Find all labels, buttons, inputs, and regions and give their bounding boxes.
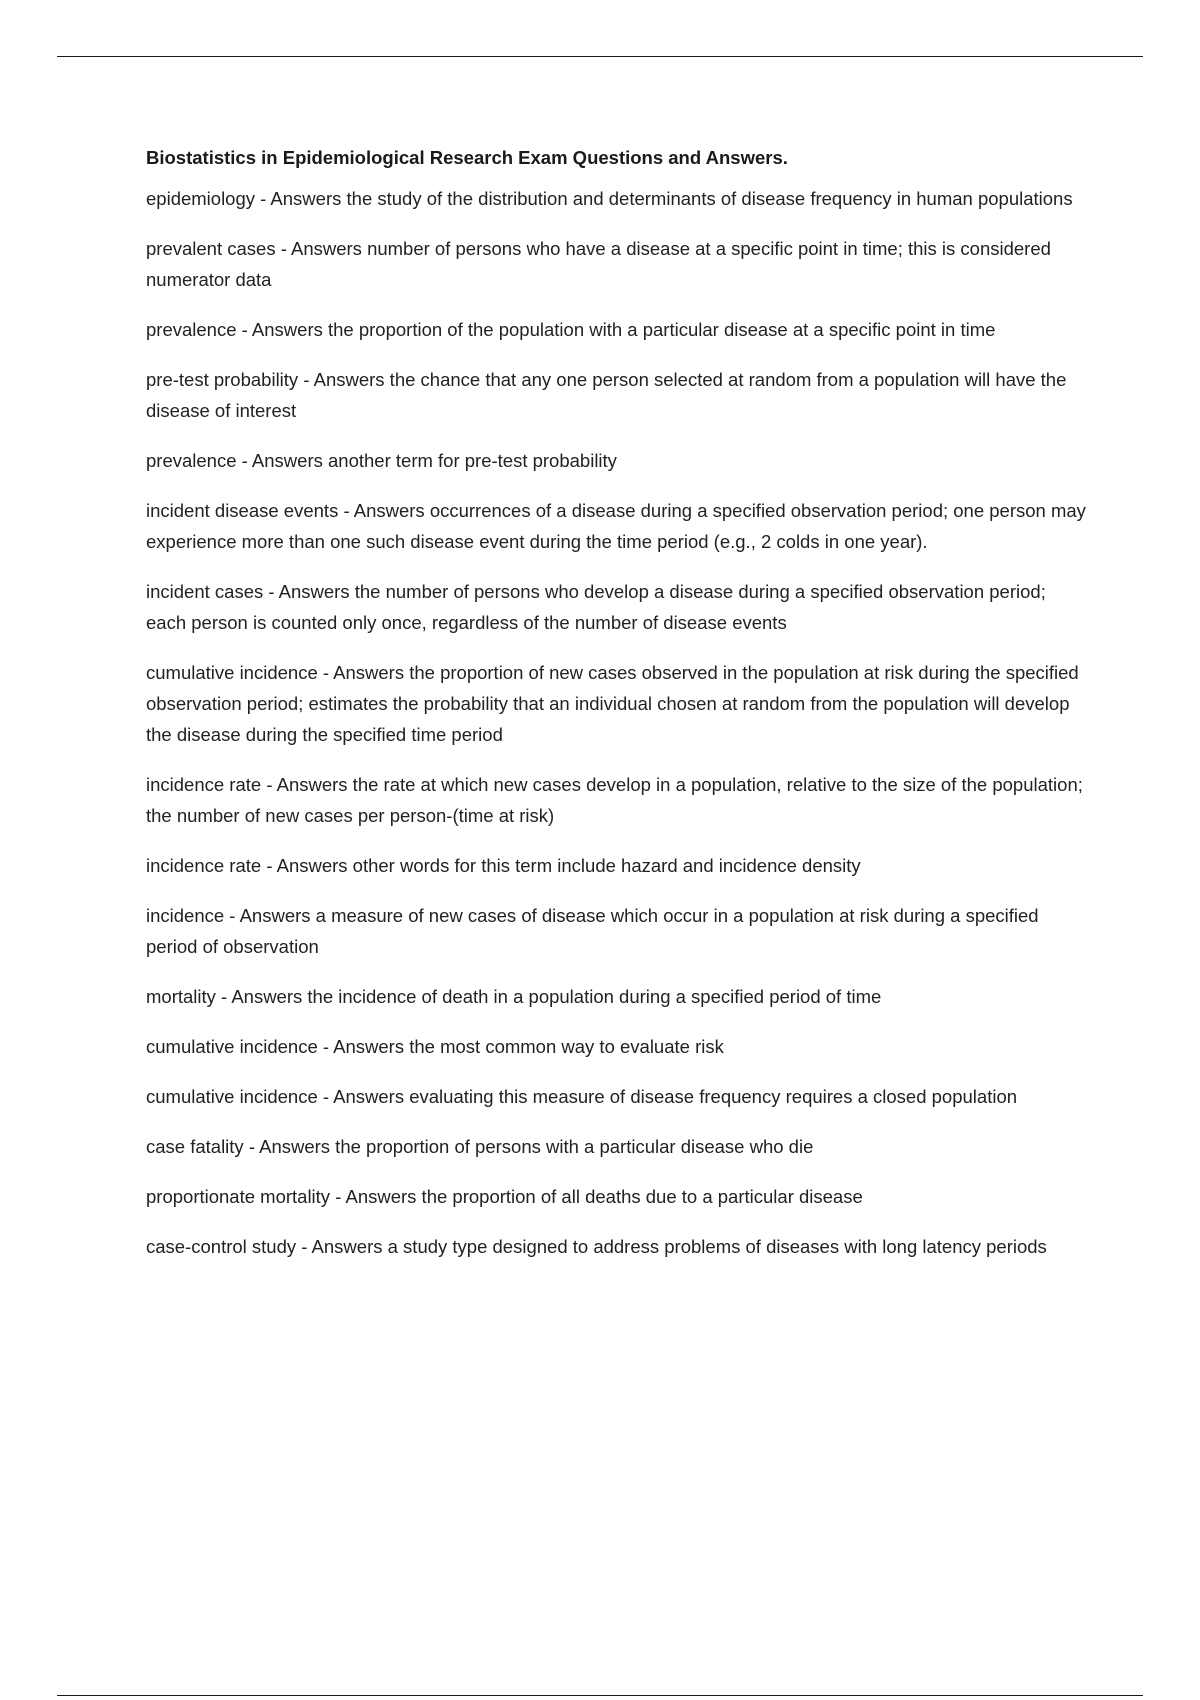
qa-entry: incident cases - Answers the number of persons who develop a disease during a specified observation period; each person is counted only once, regardless of the number of disease events bbox=[146, 581, 1046, 633]
qa-entry: incidence rate - Answers the rate at which new cases develop in a population, relative to the size of the population; the number of new cases per person-(time at risk) bbox=[146, 774, 1083, 826]
qa-entry: pre-test probability - Answers the chance that any one person selected at random from a population will have the disease of interest bbox=[146, 369, 1067, 421]
qa-entry: incident disease events - Answers occurrences of a disease during a specified observation period; one person may experience more than one such disease event during the time period (e.g., 2 colds in one year). bbox=[146, 500, 1086, 552]
qa-entry: cumulative incidence - Answers evaluating this measure of disease frequency requires a closed population bbox=[146, 1086, 1018, 1107]
qa-entry: incidence rate - Answers other words for this term include hazard and incidence density bbox=[146, 855, 861, 876]
qa-entry: epidemiology - Answers the study of the distribution and determinants of disease frequency in human populations bbox=[146, 188, 1073, 209]
footer-rule bbox=[57, 1695, 1143, 1696]
document-title: Biostatistics in Epidemiological Research Exam Questions and Answers. bbox=[146, 147, 788, 168]
qa-entry: prevalent cases - Answers number of persons who have a disease at a specific point in time; this is considered numerator data bbox=[146, 238, 1051, 290]
qa-entry: case-control study - Answers a study type designed to address problems of diseases with long latency periods bbox=[146, 1236, 1047, 1257]
qa-entry: proportionate mortality - Answers the proportion of all deaths due to a particular disease bbox=[146, 1186, 863, 1207]
qa-entry: case fatality - Answers the proportion of persons with a particular disease who die bbox=[146, 1136, 814, 1157]
header-rule bbox=[57, 56, 1143, 57]
qa-entry: prevalence - Answers another term for pre-test probability bbox=[146, 450, 617, 471]
qa-entry: incidence - Answers a measure of new cases of disease which occur in a population at risk during a specified period of observation bbox=[146, 905, 1039, 957]
qa-entry: mortality - Answers the incidence of death in a population during a specified period of time bbox=[146, 986, 882, 1007]
qa-entry: cumulative incidence - Answers the proportion of new cases observed in the population at risk during the specified observation period; estimates the probability that an individual chosen at random from the population will develop the disease during the specified time period bbox=[146, 662, 1079, 745]
qa-entry: cumulative incidence - Answers the most common way to evaluate risk bbox=[146, 1036, 724, 1057]
document-body bbox=[146, 146, 1091, 1281]
qa-entry: prevalence - Answers the proportion of the population with a particular disease at a specific point in time bbox=[146, 319, 996, 340]
